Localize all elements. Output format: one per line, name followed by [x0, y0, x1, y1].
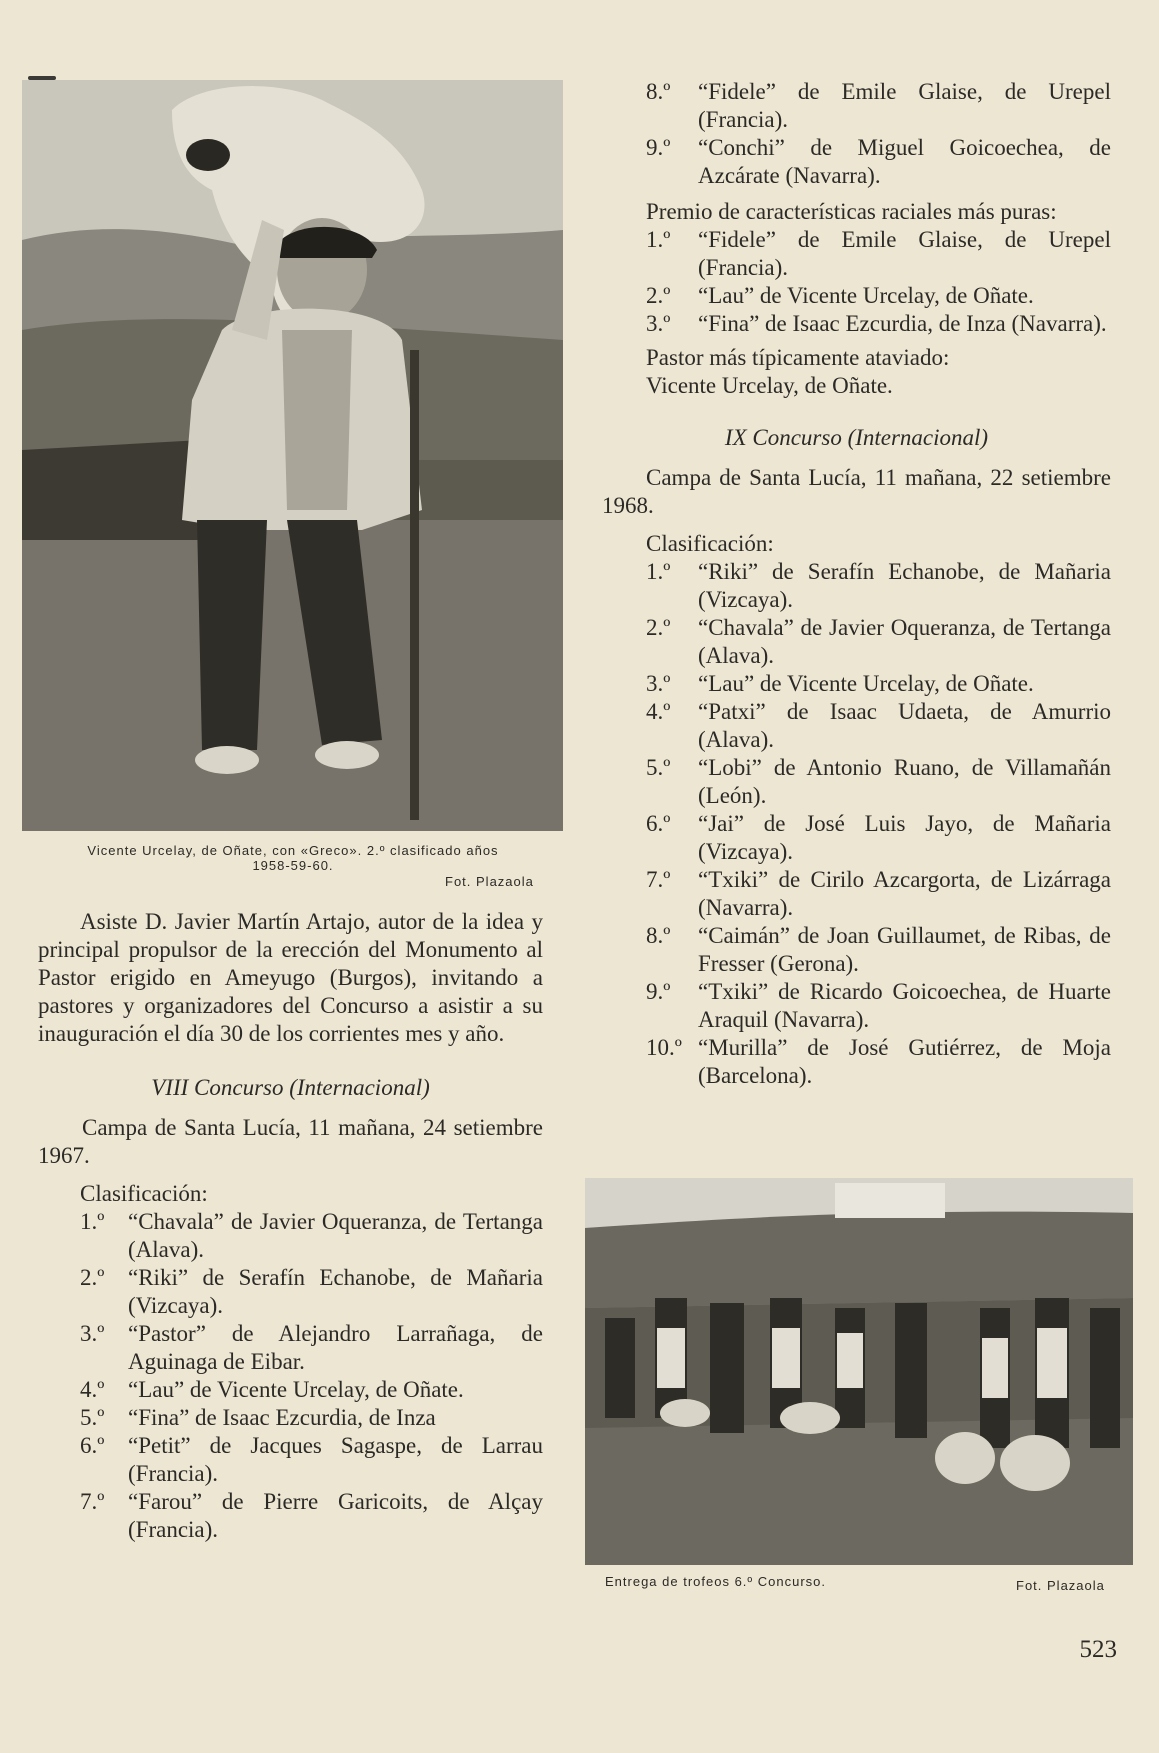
rank-number: 8.º	[646, 923, 671, 948]
entry-text: “Txiki” de Cirilo Azcargorta, de Lizárraga (Navarra).	[698, 867, 1111, 920]
entry-text: “Farou” de Pierre Garicoits, de Alçay (Francia).	[128, 1489, 543, 1542]
entry-text: “Chavala” de Javier Oqueranza, de Tertanga (Alava).	[128, 1209, 543, 1262]
entry-text: “Fina” de Isaac Ezcurdia, de Inza	[128, 1405, 436, 1430]
rank-number: 7.º	[646, 867, 671, 892]
entry-text: “Patxi” de Isaac Udaeta, de Amurrio (Alava).	[698, 699, 1111, 752]
rank-number: 4.º	[646, 699, 671, 724]
entry-text: “Txiki” de Ricardo Goicoechea, de Huarte Araquil (Navarra).	[698, 979, 1111, 1032]
entry-text: “Pastor” de Alejandro Larrañaga, de Aguinaga de Eibar.	[128, 1321, 543, 1374]
list-item	[80, 1488, 543, 1544]
rank-number: 4.º	[80, 1377, 105, 1402]
rank-number: 5.º	[646, 755, 671, 780]
right-column	[602, 78, 1111, 1090]
entry-text: “Riki” de Serafín Echanobe, de Mañaria (Vizcaya).	[698, 559, 1111, 612]
entry-text: “Chavala” de Javier Oqueranza, de Tertanga (Alava).	[698, 615, 1111, 668]
rank-number: 6.º	[80, 1433, 105, 1458]
trophy-ceremony-photo	[585, 1178, 1133, 1565]
entry-text: “Caimán” de Joan Guillaumet, de Ribas, de Fresser (Gerona).	[698, 923, 1111, 976]
list-item	[80, 1208, 543, 1264]
left-column	[38, 908, 543, 1544]
list-item	[646, 866, 1111, 922]
entry-text: “Fina” de Isaac Ezcurdia, de Inza (Navarra).	[698, 311, 1107, 336]
rank-number: 9.º	[646, 979, 671, 1004]
list-item	[646, 922, 1111, 978]
photo1-caption-line1: Vicente Urcelay, de Oñate, con «Greco». 2.º clasificado años	[87, 843, 499, 858]
list-item	[646, 754, 1111, 810]
entry-text: “Petit” de Jacques Sagaspe, de Larrau (Francia).	[128, 1433, 543, 1486]
list-item	[646, 614, 1111, 670]
list-item	[80, 1320, 543, 1376]
list-item	[646, 226, 1111, 282]
list-item	[646, 134, 1111, 190]
shepherd-with-dog-photo	[22, 80, 563, 831]
list-item	[80, 1264, 543, 1320]
rank-number: 3.º	[80, 1321, 105, 1346]
list-item	[646, 558, 1111, 614]
entry-text: “Lau” de Vicente Urcelay, de Oñate.	[128, 1377, 464, 1402]
rank-number: 3.º	[646, 311, 671, 336]
rank-number: 8.º	[646, 79, 671, 104]
rank-number: 5.º	[80, 1405, 105, 1430]
list-item	[646, 78, 1111, 134]
list-item	[646, 310, 1111, 338]
entry-text: “Fidele” de Emile Glaise, de Urepel (Francia).	[698, 227, 1111, 280]
photo2-credit: Fot. Plazaola	[1016, 1578, 1105, 1593]
racial-award-list	[646, 226, 1111, 338]
rank-number: 3.º	[646, 671, 671, 696]
entry-text: “Lau” de Vicente Urcelay, de Oñate.	[698, 283, 1034, 308]
photo2-caption: Entrega de trofeos 6.º Concurso.	[605, 1574, 827, 1589]
rank-number: 10.º	[646, 1035, 682, 1060]
list-item	[646, 698, 1111, 754]
rank-number: 1.º	[646, 559, 671, 584]
entry-text: “Riki” de Serafín Echanobe, de Mañaria (Vizcaya).	[128, 1265, 543, 1318]
list-item	[80, 1404, 543, 1432]
ix-results-list	[646, 558, 1111, 1090]
rank-number: 9.º	[646, 135, 671, 160]
photo1-credit: Fot. Plazaola	[445, 874, 534, 889]
list-item	[80, 1376, 543, 1404]
entry-text: “Lau” de Vicente Urcelay, de Oñate.	[698, 671, 1034, 696]
list-item	[80, 1432, 543, 1488]
photo1-caption-line2: 1958-59-60.	[252, 858, 334, 873]
rank-number: 7.º	[80, 1489, 105, 1514]
entry-text: “Fidele” de Emile Glaise, de Urepel (Francia).	[698, 79, 1111, 132]
intro-paragraph: Asiste D. Javier Martín Artajo, autor de la idea y principal propulsor de la erección del Monumento al Pastor erigido en Ameyugo (Burgos), invitando a pastores y organizadores del Concurso a asistir a su inauguración el día 30 de los corrientes mes y año.	[38, 909, 543, 1046]
ix-concurso-heading: IX Concurso (Internacional)	[724, 425, 989, 450]
viii-concurso-heading: VIII Concurso (Internacional)	[151, 1075, 430, 1100]
viii-location: Campa de Santa Lucía, 11 mañana, 24 setiembre 1967.	[38, 1115, 543, 1168]
photo1-caption	[38, 843, 548, 873]
list-item	[646, 282, 1111, 310]
rank-number: 2.º	[80, 1265, 105, 1290]
ix-location: Campa de Santa Lucía, 11 mañana, 22 setiembre 1968.	[602, 465, 1111, 518]
viii-classification-label: Clasificación:	[80, 1181, 208, 1206]
list-item	[646, 670, 1111, 698]
typical-dress-label: Pastor más típicamente ataviado:	[646, 345, 950, 370]
entry-text: “Lobi” de Antonio Ruano, de Villamañán (León).	[698, 755, 1111, 808]
viii-results-list	[80, 1208, 543, 1544]
typical-dress-name: Vicente Urcelay, de Oñate.	[646, 373, 893, 398]
page-number: 523	[1079, 1636, 1117, 1663]
entry-text: “Jai” de José Luis Jayo, de Mañaria (Vizcaya).	[698, 811, 1111, 864]
racial-award-label: Premio de características raciales más puras:	[646, 199, 1057, 224]
ix-classification-label: Clasificación:	[646, 531, 774, 556]
viii-results-continued	[646, 78, 1111, 190]
entry-text: “Conchi” de Miguel Goicoechea, de Azcárate (Navarra).	[698, 135, 1111, 188]
rank-number: 2.º	[646, 283, 671, 308]
rank-number: 6.º	[646, 811, 671, 836]
rank-number: 1.º	[80, 1209, 105, 1234]
rank-number: 2.º	[646, 615, 671, 640]
list-item	[646, 810, 1111, 866]
list-item	[646, 978, 1111, 1034]
list-item	[646, 1034, 1111, 1090]
rank-number: 1.º	[646, 227, 671, 252]
entry-text: “Murilla” de José Gutiérrez, de Moja (Barcelona).	[698, 1035, 1111, 1088]
